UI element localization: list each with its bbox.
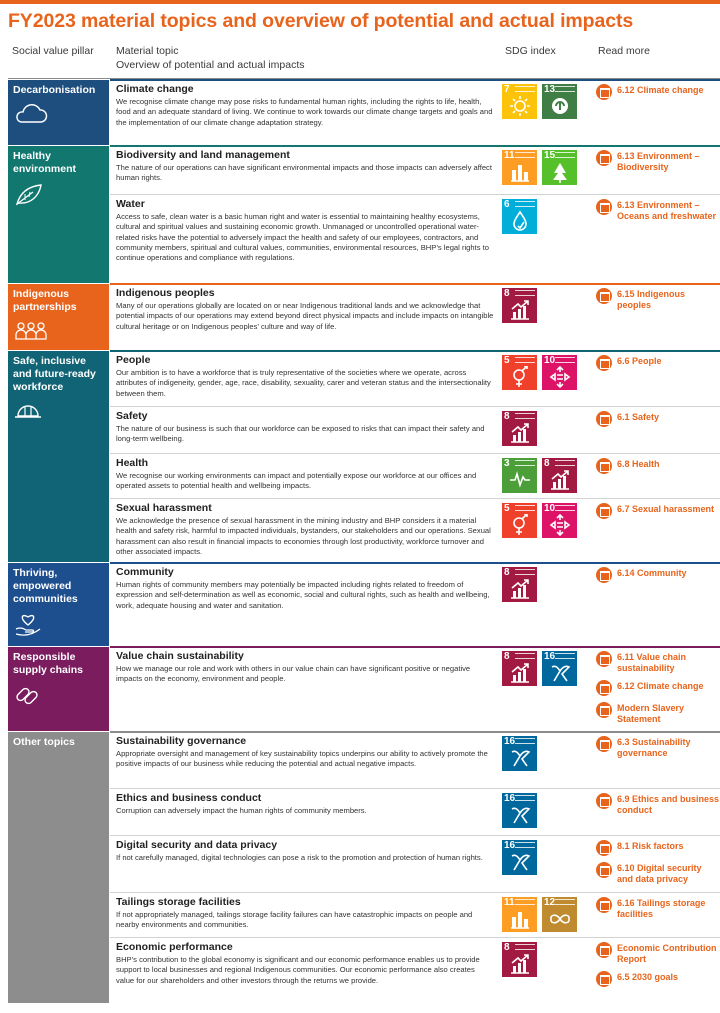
read-more-link[interactable] <box>596 701 720 725</box>
sdg-caption-mark <box>515 413 535 419</box>
book-icon <box>596 355 612 371</box>
sdg-10-icon <box>542 503 577 538</box>
header-topic-label: Material topic <box>116 45 179 57</box>
sdg-15-icon <box>542 150 577 185</box>
chain-link-icon <box>13 683 104 714</box>
cloud-icon <box>13 103 104 130</box>
read-more-label: 6.11 Value chain sustainability <box>617 652 687 673</box>
topic-description: Access to safe, clean water is a basic human right and water is essential to maintaining healthy ecosystems, cultural and spiritual values and sustaining economic growth. Unmanaged or uncontrolled operational water-related risks have the potential to adversely impact the health and safety of our employees, contractors, and community members, spiritual and cultural values, communities, environmental resources, BHP’s legal rights to continue operations and compliance with regulations. <box>116 212 489 263</box>
sdg-icons <box>502 411 537 446</box>
sdg-caption-mark <box>515 152 535 158</box>
sdg-number: 3 <box>504 458 510 469</box>
sdg-number: 8 <box>504 651 510 662</box>
sdg-caption-mark <box>555 152 575 158</box>
topic-description: We recognise climate change may pose risks to fundamental human rights, including the rights to life, health, food and an adequate standard of living. We continue to work towards our climate change targets and goals and the implementation of our climate change adaptation strategy. <box>116 97 493 127</box>
topic-description: We acknowledge the presence of sexual harassment in the mining industry and BHP considers it a material health and safety risk, harmful to impacted individuals, bystanders, our stakeholders and our operations. Sexual harassment can also result in financial impacts to economies through lost productivity, workforce turnover and other associated impacts. <box>116 516 491 556</box>
sdg-icons <box>502 84 577 119</box>
read-more-label: 6.12 Climate change <box>617 681 704 691</box>
topic-row <box>110 563 720 646</box>
topic-description: The nature of our business is such that our workforce can be exposed to risks that can impact their safety and long-term wellbeing. <box>116 424 485 444</box>
read-more-link[interactable] <box>596 735 720 759</box>
sdg-icons <box>502 503 577 538</box>
read-more-links <box>596 149 720 178</box>
topic-description: Corruption can adversely impact the human rights of community members. <box>116 806 367 815</box>
sdg-caption-mark <box>515 842 535 848</box>
read-more-links <box>596 457 720 479</box>
sdg-icons <box>502 355 577 390</box>
sdg-icons <box>502 840 537 875</box>
sdg-number: 8 <box>544 458 550 469</box>
sdg-7-icon <box>502 84 537 119</box>
book-icon <box>596 702 612 718</box>
sdg-icons <box>502 567 537 602</box>
sdg-caption-mark <box>555 653 575 659</box>
read-more-link[interactable] <box>596 839 720 856</box>
page-title: FY2023 material topics and overview of potential and actual impacts <box>8 10 634 32</box>
read-more-links <box>596 198 720 227</box>
sdg-number: 8 <box>504 942 510 953</box>
read-more-links <box>596 410 720 432</box>
header-sdg <box>505 44 585 78</box>
sdg-number: 8 <box>504 288 510 299</box>
sdg-icons <box>502 651 577 686</box>
sdg-8-icon <box>502 567 537 602</box>
book-icon <box>596 199 612 215</box>
header-topic <box>116 44 476 78</box>
read-more-link[interactable] <box>596 941 720 965</box>
topic-description: Many of our operations globally are located on or near Indigenous traditional lands and we acknowledge that potential impacts of our operations may extend beyond direct physical impacts and include impacts on intangible cultural heritage or on Indigenous peoples’ culture and way of life. <box>116 301 494 331</box>
sdg-caption-mark <box>515 505 535 511</box>
sdg-icons <box>502 793 537 828</box>
read-more-link[interactable] <box>596 896 720 920</box>
topic-title: Safety <box>116 410 148 422</box>
read-more-label: 8.1 Risk factors <box>617 841 684 851</box>
sdg-caption-mark <box>515 290 535 296</box>
topic-title: Community <box>116 566 174 578</box>
topic-row <box>110 647 720 731</box>
book-icon <box>596 288 612 304</box>
topic-title: Ethics and business conduct <box>116 792 262 804</box>
sdg-number: 5 <box>504 503 510 514</box>
topic-row <box>110 146 720 194</box>
top-accent-bar <box>0 0 720 4</box>
read-more-label: 6.10 Digital security and data privacy <box>617 863 702 884</box>
pillar-label: Decarbonisation <box>13 84 96 96</box>
header-pillar <box>12 44 102 78</box>
sdg-11-icon <box>502 150 537 185</box>
read-more-link[interactable] <box>596 650 720 674</box>
topic-title: Climate change <box>116 83 194 95</box>
read-more-links <box>596 566 720 588</box>
read-more-links <box>596 839 720 890</box>
topic-row <box>110 499 720 562</box>
read-more-links <box>596 354 720 376</box>
book-icon <box>596 680 612 696</box>
book-icon <box>596 150 612 166</box>
pillar-6 <box>8 647 109 731</box>
topic-title: Value chain sustainability <box>116 650 244 662</box>
read-more-label: 6.8 Health <box>617 459 660 469</box>
sdg-16-icon <box>502 793 537 828</box>
read-more-link[interactable] <box>596 287 720 311</box>
topic-title: Sexual harassment <box>116 502 212 514</box>
topic-row <box>110 454 720 498</box>
header-pillar-label: Social value pillar <box>12 45 94 57</box>
topic-row <box>110 407 720 453</box>
pillar-label: Indigenous partnerships <box>13 288 77 313</box>
sdg-number: 16 <box>504 793 516 804</box>
topic-description: How we manage our role and work with others in our value chain can have significant positive or negative impacts on the economy, environment and people. <box>116 664 471 684</box>
pillar-label: Thriving, empowered communities <box>13 567 78 605</box>
pillar-5 <box>8 563 109 646</box>
header-read-more-label: Read more <box>598 45 650 57</box>
book-icon <box>596 84 612 100</box>
sdg-number: 10 <box>544 503 556 514</box>
read-more-label: 6.13 Environment – Biodiversity <box>617 151 700 172</box>
topic-description: BHP’s contribution to the global economy is significant and our economic performance enables us to provide support to local businesses and regional Indigenous communities. Our economic performance also creates value for our shareholders and other investors through the returns we provide. <box>116 955 480 985</box>
topic-title: Indigenous peoples <box>116 287 215 299</box>
read-more-links <box>596 941 720 992</box>
sdg-5-icon <box>502 503 537 538</box>
book-icon <box>596 458 612 474</box>
read-more-link[interactable] <box>596 566 720 583</box>
sdg-16-icon <box>502 736 537 771</box>
sdg-number: 8 <box>504 567 510 578</box>
topic-row <box>110 195 720 283</box>
sdg-icons <box>502 458 577 493</box>
read-more-links <box>596 650 720 730</box>
leaf-icon <box>13 182 104 213</box>
sdg-6-icon <box>502 199 537 234</box>
sdg-caption-mark <box>515 569 535 575</box>
sdg-16-icon <box>502 840 537 875</box>
topic-title: Biodiversity and land management <box>116 149 290 161</box>
read-more-label: 6.14 Community <box>617 568 687 578</box>
read-more-link[interactable] <box>596 457 720 474</box>
book-icon <box>596 862 612 878</box>
header-topic-sublabel: Overview of potential and actual impacts <box>116 59 305 71</box>
sdg-caption-mark <box>555 86 575 92</box>
sdg-8-icon <box>502 942 537 977</box>
read-more-link[interactable] <box>596 198 720 222</box>
sdg-caption-mark <box>555 899 575 905</box>
sdg-caption-mark <box>555 505 575 511</box>
read-more-link[interactable] <box>596 354 720 371</box>
read-more-links <box>596 896 720 925</box>
topic-title: Economic performance <box>116 941 233 953</box>
read-more-links <box>596 502 720 524</box>
topic-description: If not appropriately managed, tailings storage facility failures can have catastrophic impacts on people and nearby environments and communities. <box>116 910 473 930</box>
topic-description: Appropriate oversight and management of key sustainability topics underpins our ability to actively promote the positive impacts of our business while reducing the potential and actual negative impacts. <box>116 749 488 769</box>
read-more-label: 6.13 Environment – Oceans and freshwater <box>617 200 717 221</box>
sdg-8-icon <box>502 288 537 323</box>
read-more-label: 6.12 Climate change <box>617 85 704 95</box>
topic-description: Our ambition is to have a workforce that is truly representative of the societies where we operate, across attributes of indigeneity, gender, age, race, disability, sexuality, carer and veteran status and the intersectionality between them. <box>116 368 491 398</box>
read-more-links <box>596 735 720 764</box>
topic-row <box>110 789 720 835</box>
read-more-link[interactable] <box>596 679 720 696</box>
sdg-icons <box>502 897 577 932</box>
pillar-label: Other topics <box>13 736 75 748</box>
book-icon <box>596 942 612 958</box>
topic-title: People <box>116 354 151 366</box>
read-more-links <box>596 792 720 821</box>
sdg-number: 11 <box>504 150 515 161</box>
sdg-number: 10 <box>544 355 556 366</box>
sdg-caption-mark <box>515 944 535 950</box>
read-more-label: Economic Contribution Report <box>617 943 717 964</box>
topic-row <box>110 732 720 788</box>
hand-heart-icon <box>13 612 104 643</box>
read-more-link[interactable] <box>596 502 720 519</box>
sdg-11-icon <box>502 897 537 932</box>
topic-title: Digital security and data privacy <box>116 839 278 851</box>
read-more-label: 6.15 Indigenous peoples <box>617 289 686 310</box>
read-more-link[interactable] <box>596 861 720 885</box>
sdg-number: 13 <box>544 84 556 95</box>
topic-title: Sustainability governance <box>116 735 247 747</box>
sdg-8-icon <box>502 411 537 446</box>
sdg-caption-mark <box>515 357 535 363</box>
sdg-13-icon <box>542 84 577 119</box>
topic-row <box>110 284 720 350</box>
topic-title: Tailings storage facilities <box>116 896 241 908</box>
sdg-caption-mark <box>555 357 575 363</box>
topic-description: Human rights of community members may potentially be impacted including rights related to freedom of expression and self-determination as well as economic, social and cultural rights, such as health and wellbeing, work, adequate housing and water and sanitation. <box>116 580 490 610</box>
sdg-number: 7 <box>504 84 510 95</box>
hard-hat-icon <box>13 400 104 427</box>
read-more-label: Modern Slavery Statement <box>617 703 685 724</box>
sdg-caption-mark <box>515 460 535 466</box>
sdg-icons <box>502 288 537 323</box>
sdg-icons <box>502 199 537 234</box>
book-icon <box>596 793 612 809</box>
read-more-label: 6.9 Ethics and business conduct <box>617 794 720 815</box>
sdg-number: 16 <box>504 736 516 747</box>
book-icon <box>596 411 612 427</box>
topic-description: If not carefully managed, digital technologies can pose a risk to the promotion and protection of human rights. <box>116 853 483 862</box>
topic-row <box>110 836 720 892</box>
sdg-icons <box>502 942 537 977</box>
read-more-link[interactable] <box>596 410 720 427</box>
topic-description: The nature of our operations can have significant environmental impacts and those impacts can adversely affect human rights. <box>116 163 492 183</box>
read-more-link[interactable] <box>596 149 720 173</box>
read-more-link[interactable] <box>596 970 720 987</box>
book-icon <box>596 736 612 752</box>
read-more-label: 6.7 Sexual harassment <box>617 504 715 514</box>
sdg-caption-mark <box>515 653 535 659</box>
sdg-number: 15 <box>544 150 556 161</box>
sdg-number: 12 <box>544 897 556 908</box>
pillar-label: Healthy environment <box>13 150 77 175</box>
book-icon <box>596 971 612 987</box>
pillar-3 <box>8 284 109 350</box>
pillar-label: Safe, inclusive and future-ready workforce <box>13 355 96 393</box>
sdg-number: 16 <box>544 651 556 662</box>
sdg-3-icon <box>502 458 537 493</box>
sdg-caption-mark <box>515 899 535 905</box>
sdg-number: 5 <box>504 355 510 366</box>
sdg-icons <box>502 150 577 185</box>
topic-description: We recognise our working environments can impact and potentially expose our workforce at our offices and operated assets to potential health and wellbeing impacts. <box>116 471 477 491</box>
topic-title: Health <box>116 457 149 469</box>
topic-row <box>110 351 720 406</box>
pillar-2 <box>8 146 109 283</box>
sdg-caption-mark <box>515 201 535 207</box>
book-icon <box>596 897 612 913</box>
topic-row <box>110 938 720 1003</box>
book-icon <box>596 567 612 583</box>
sdg-number: 16 <box>504 840 516 851</box>
pillar-label: Responsible supply chains <box>13 651 84 676</box>
header-read-more <box>598 44 708 78</box>
topic-title: Water <box>116 198 145 210</box>
pillar-7 <box>8 732 109 1003</box>
sdg-number: 8 <box>504 411 510 422</box>
read-more-label: 6.16 Tailings storage facilities <box>617 898 706 919</box>
sdg-icons <box>502 736 537 771</box>
pillar-1 <box>8 80 109 145</box>
sdg-caption-mark <box>515 738 535 744</box>
read-more-label: 6.3 Sustainability governance <box>617 737 691 758</box>
book-icon <box>596 840 612 856</box>
sdg-caption-mark <box>515 86 535 92</box>
sdg-caption-mark <box>555 460 575 466</box>
book-icon <box>596 651 612 667</box>
read-more-label: 6.1 Safety <box>617 412 660 422</box>
read-more-label: 6.6 People <box>617 356 662 366</box>
sdg-number: 6 <box>504 199 510 210</box>
sdg-5-icon <box>502 355 537 390</box>
sdg-10-icon <box>542 355 577 390</box>
topic-row <box>110 80 720 145</box>
read-more-links <box>596 83 720 105</box>
header-sdg-label: SDG index <box>505 45 556 57</box>
sdg-8-icon <box>502 651 537 686</box>
sdg-8-icon <box>542 458 577 493</box>
topic-row <box>110 893 720 937</box>
read-more-link[interactable] <box>596 792 720 816</box>
pillar-4 <box>8 351 109 562</box>
sdg-number: 11 <box>504 897 515 908</box>
read-more-links <box>596 287 720 316</box>
read-more-label: 6.5 2030 goals <box>617 972 679 982</box>
read-more-link[interactable] <box>596 83 720 100</box>
people-icon <box>13 320 104 347</box>
sdg-12-icon <box>542 897 577 932</box>
sdg-caption-mark <box>515 795 535 801</box>
sdg-16-icon <box>542 651 577 686</box>
book-icon <box>596 503 612 519</box>
